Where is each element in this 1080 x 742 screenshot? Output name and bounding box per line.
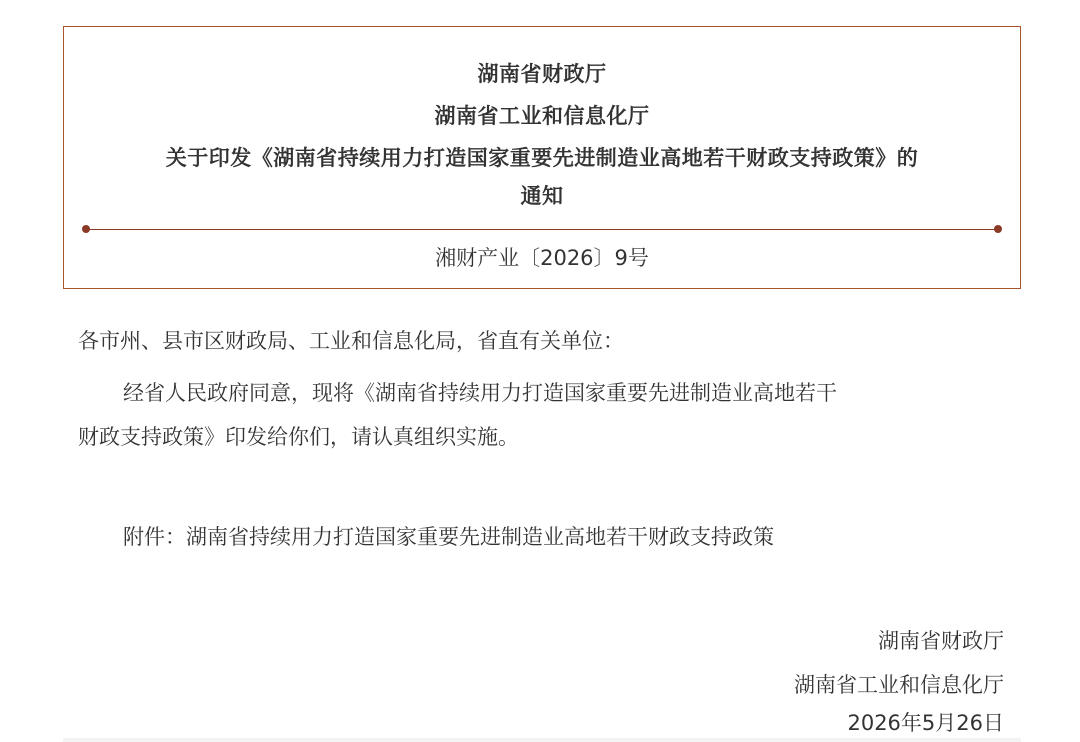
document-title-line-2: 通知	[520, 184, 564, 208]
header-issuer-finance: 湖南省财政厅	[477, 62, 607, 86]
document-number: 湘财产业〔2026〕9号	[435, 246, 649, 270]
signature-issuer-industry: 湖南省工业和信息化厅	[794, 673, 1004, 697]
header-divider	[86, 229, 998, 230]
body-paragraph-line-2: 财政支持政策》印发给你们，请认真组织实施。	[78, 425, 519, 449]
page-bottom-edge	[63, 738, 1021, 742]
divider-right-dot	[994, 225, 1002, 233]
divider-left-dot	[82, 225, 90, 233]
body-paragraph-line-1: 经省人民政府同意，现将《湖南省持续用力打造国家重要先进制造业高地若干	[123, 381, 837, 405]
signature-date: 2026年5月26日	[847, 711, 1004, 735]
document-title-line-1: 关于印发《湖南省持续用力打造国家重要先进制造业高地若干财政支持政策》的	[165, 146, 919, 170]
document-header-box	[63, 26, 1021, 289]
signature-issuer-finance: 湖南省财政厅	[878, 629, 1004, 653]
header-issuer-industry: 湖南省工业和信息化厅	[434, 104, 650, 128]
salutation: 各市州、县市区财政局、工业和信息化局，省直有关单位：	[78, 329, 624, 353]
attachment-line: 附件：湖南省持续用力打造国家重要先进制造业高地若干财政支持政策	[123, 525, 774, 549]
